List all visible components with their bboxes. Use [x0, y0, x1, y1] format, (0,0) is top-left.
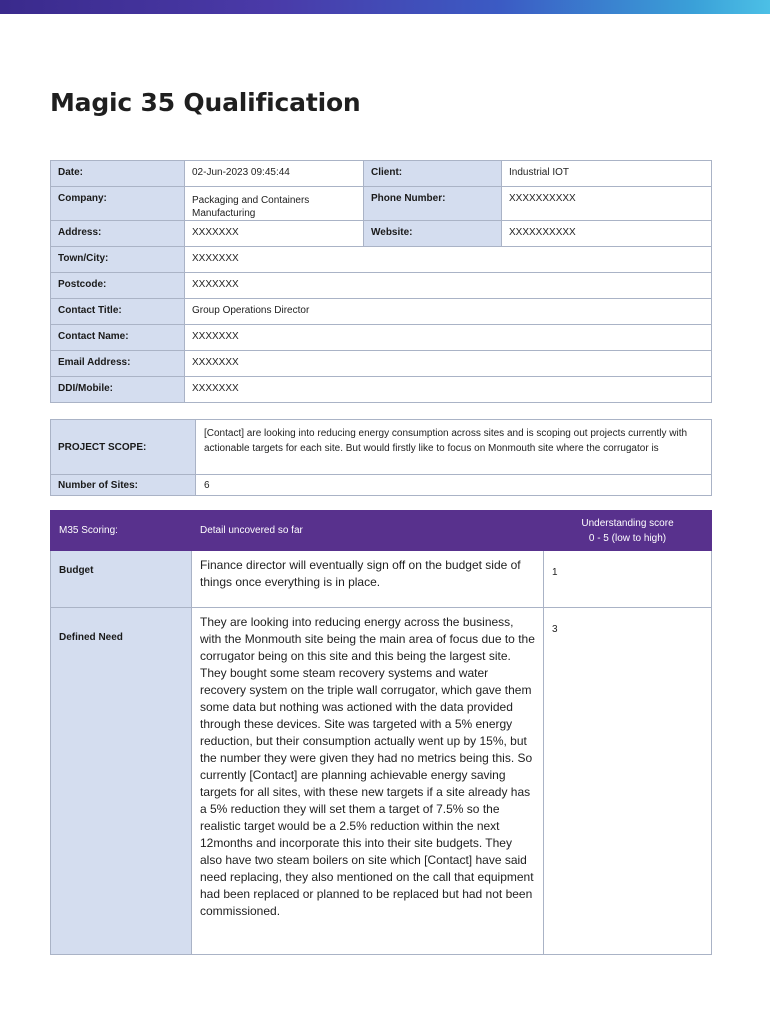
contact-title-row: [51, 299, 712, 325]
company-row: [51, 187, 712, 221]
budget-score: 1: [544, 551, 712, 608]
ddi-label: DDI/Mobile:: [51, 377, 185, 403]
email-row: [51, 351, 712, 377]
postcode-label: Postcode:: [51, 273, 185, 299]
project-scope-text: [Contact] are looking into reducing energy consumption across sites and is scoping out projects currently with actionable targets for each site. But would firstly like to focus on Monmouth site where the corrugator is: [196, 420, 712, 475]
project-scope-table: [50, 419, 712, 496]
budget-row: [51, 551, 712, 608]
number-of-sites-value: 6: [196, 475, 712, 496]
town-value: XXXXXXX: [185, 247, 712, 273]
defined-need-detail: They are looking into reducing energy across the business, with the Monmouth site being the main area of focus due to the corrugator being on this site and this being the largest site. They bought some steam recovery systems and water recovery system on the triple wall corrugator, which gave them some data but nothing was actioned with the data provided through these devices. Site was targeted with a 5% energy reduction, but their consumption actually went up by 15%, but the number they were given they had no metrics being this. So currently [Contact] are planning achievable energy saving targets for all sites, with these new targets if a site already has a 5% reduction they will set them a target of 7.5% so the realistic target would be a 2.5% reduction within the next 12months and incorporate this into their site budgets. They also have two steam boilers on site which [Contact] have said need replacing, they also mentioned on the call that equipment had been replaced or planned to be replaced but had not been commissioned.: [192, 608, 544, 955]
defined-need-label: Defined Need: [51, 608, 192, 955]
understanding-score-range: 0 - 5 (low to high): [588, 532, 667, 544]
phone-value: XXXXXXXXXX: [502, 187, 712, 221]
address-value: XXXXXXX: [185, 221, 364, 247]
website-value: XXXXXXXXXX: [502, 221, 712, 247]
ddi-value: XXXXXXX: [185, 377, 712, 403]
company-value: Packaging and Containers Manufacturing: [185, 187, 364, 221]
understanding-score-title: Understanding score: [581, 517, 674, 529]
postcode-value: XXXXXXX: [185, 273, 712, 299]
defined-need-score: 3: [544, 608, 712, 955]
client-value: Industrial IOT: [502, 161, 712, 187]
page-title: Magic 35 Qualification: [50, 88, 361, 117]
company-info-table: [50, 160, 712, 403]
postcode-row: [51, 273, 712, 299]
email-label: Email Address:: [51, 351, 185, 377]
date-value: 02-Jun-2023 09:45:44: [185, 161, 364, 187]
phone-label: Phone Number:: [364, 187, 502, 221]
website-label: Website:: [364, 221, 502, 247]
budget-detail: Finance director will eventually sign off on the budget side of things once everything is in place.: [192, 551, 544, 608]
header-gradient-bar: [0, 0, 770, 14]
sites-row: [51, 475, 712, 496]
contact-name-label: Contact Name:: [51, 325, 185, 351]
address-row: [51, 221, 712, 247]
budget-label: Budget: [51, 551, 192, 608]
address-label: Address:: [51, 221, 185, 247]
scoring-header-row: [51, 511, 712, 551]
scope-row: [51, 420, 712, 475]
contact-name-value: XXXXXXX: [185, 325, 712, 351]
contact-name-row: [51, 325, 712, 351]
m35-scoring-header: M35 Scoring:: [51, 511, 192, 551]
email-value: XXXXXXX: [185, 351, 712, 377]
defined-need-row: [51, 608, 712, 955]
understanding-score-header: [544, 511, 712, 551]
ddi-row: [51, 377, 712, 403]
date-label: Date:: [51, 161, 185, 187]
m35-scoring-table: [50, 510, 712, 955]
contact-title-value: Group Operations Director: [185, 299, 712, 325]
number-of-sites-label: Number of Sites:: [51, 475, 196, 496]
project-scope-label: PROJECT SCOPE:: [51, 420, 196, 475]
contact-title-label: Contact Title:: [51, 299, 185, 325]
town-row: [51, 247, 712, 273]
town-label: Town/City:: [51, 247, 185, 273]
company-label: Company:: [51, 187, 185, 221]
client-label: Client:: [364, 161, 502, 187]
detail-header: Detail uncovered so far: [192, 511, 544, 551]
date-row: [51, 161, 712, 187]
